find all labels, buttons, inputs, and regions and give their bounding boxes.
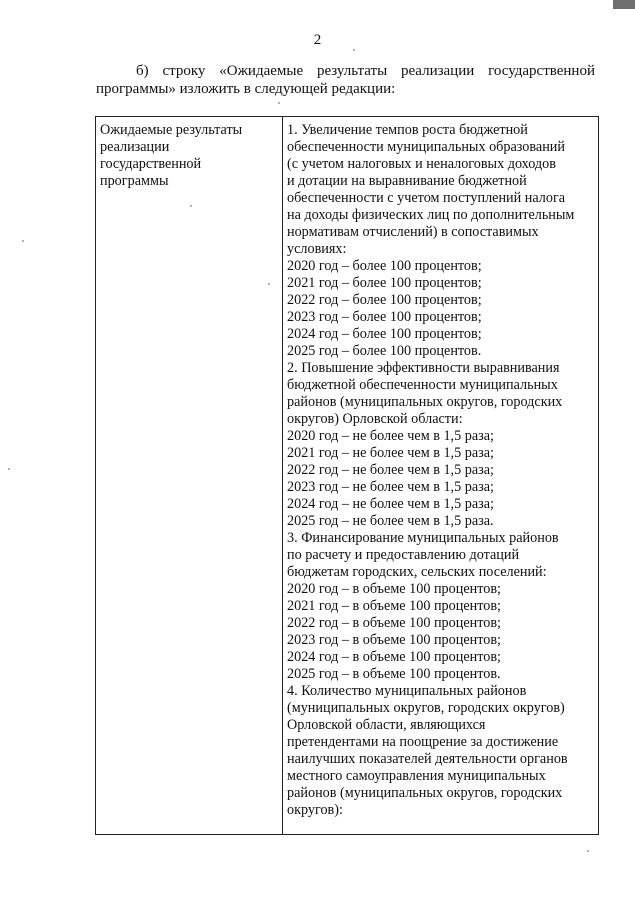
content-line: 2021 год – не более чем в 1,5 раза;: [287, 445, 494, 461]
scan-speck: [22, 240, 24, 242]
page-number: 2: [313, 32, 322, 48]
intro-line-1: б) строку «Ожидаемые результаты реализации государственной: [136, 63, 595, 79]
content-line: обеспеченности с учетом поступлений налога: [287, 190, 566, 206]
content-line: 1. Увеличение темпов роста бюджетной: [287, 122, 528, 138]
scan-speck: [8, 468, 10, 470]
content-line: 2022 год – более 100 процентов;: [287, 292, 482, 308]
intro-line-2: программы» изложить в следующей редакции:: [96, 80, 396, 97]
results-table: [95, 116, 599, 835]
content-line: на доходы физических лиц по дополнительным: [287, 207, 575, 223]
content-line: (с учетом налоговых и неналоговых доходов: [287, 156, 556, 172]
content-line: 2020 год – в объеме 100 процентов;: [287, 581, 501, 597]
content-line: по расчету и предоставлению дотаций: [287, 547, 520, 563]
content-line: 2. Повышение эффективности выравнивания: [287, 360, 560, 376]
row-label-line: реализации: [100, 139, 170, 155]
content-line: районов (муниципальных округов, городских: [287, 394, 563, 410]
content-line: округов) Орловской области:: [287, 411, 463, 427]
content-line: местного самоуправления муниципальных: [287, 768, 546, 784]
content-line: 2025 год – не более чем в 1,5 раза.: [287, 513, 494, 529]
content-line: 2023 год – в объеме 100 процентов;: [287, 632, 501, 648]
content-line: бюджетной обеспеченности муниципальных: [287, 377, 558, 393]
row-label-line: программы: [100, 173, 169, 189]
content-line: 2020 год – более 100 процентов;: [287, 258, 482, 274]
content-line: 2024 год – в объеме 100 процентов;: [287, 649, 501, 665]
content-line: 4. Количество муниципальных районов: [287, 683, 527, 699]
scan-speck: [353, 49, 355, 51]
content-line: округов):: [287, 802, 343, 818]
content-line: 2020 год – не более чем в 1,5 раза;: [287, 428, 494, 444]
content-line: 2023 год – не более чем в 1,5 раза;: [287, 479, 494, 495]
content-line: 2025 год – в объеме 100 процентов.: [287, 666, 501, 682]
scan-speck: [268, 283, 270, 285]
content-line: Орловской области, являющихся: [287, 717, 486, 733]
scan-speck: [190, 205, 192, 207]
content-line: районов (муниципальных округов, городских: [287, 785, 563, 801]
scan-speck: [587, 850, 589, 852]
content-line: 2022 год – не более чем в 1,5 раза;: [287, 462, 494, 478]
row-label-line: государственной: [100, 156, 202, 172]
row-label-cell: [96, 117, 283, 835]
scan-speck: [278, 102, 280, 104]
intro-paragraph: [96, 63, 595, 98]
content-line: 3. Финансирование муниципальных районов: [287, 530, 559, 546]
content-line: 2025 год – более 100 процентов.: [287, 343, 482, 359]
content-line: 2024 год – более 100 процентов;: [287, 326, 482, 342]
content-line: нормативам отчислений) в сопоставимых: [287, 224, 539, 240]
content-line: 2023 год – более 100 процентов;: [287, 309, 482, 325]
content-line: претендентами на поощрение за достижение: [287, 734, 559, 750]
content-line: 2022 год – в объеме 100 процентов;: [287, 615, 501, 631]
content-line: 2021 год – в объеме 100 процентов;: [287, 598, 501, 614]
row-label-line: Ожидаемые результаты: [100, 122, 243, 138]
row-content-cell: [283, 117, 599, 835]
content-line: условиях:: [287, 241, 347, 257]
content-line: обеспеченности муниципальных образований: [287, 139, 565, 155]
content-line: наилучших показателей деятельности органов: [287, 751, 568, 767]
content-line: бюджетам городских, сельских поселений:: [287, 564, 547, 580]
content-line: 2024 год – не более чем в 1,5 раза;: [287, 496, 494, 512]
table-row: [96, 117, 599, 835]
scan-corner-mark: [613, 0, 635, 9]
content-line: 2021 год – более 100 процентов;: [287, 275, 482, 291]
content-line: (муниципальных округов, городских округов): [287, 700, 565, 716]
content-line: и дотации на выравнивание бюджетной: [287, 173, 527, 189]
